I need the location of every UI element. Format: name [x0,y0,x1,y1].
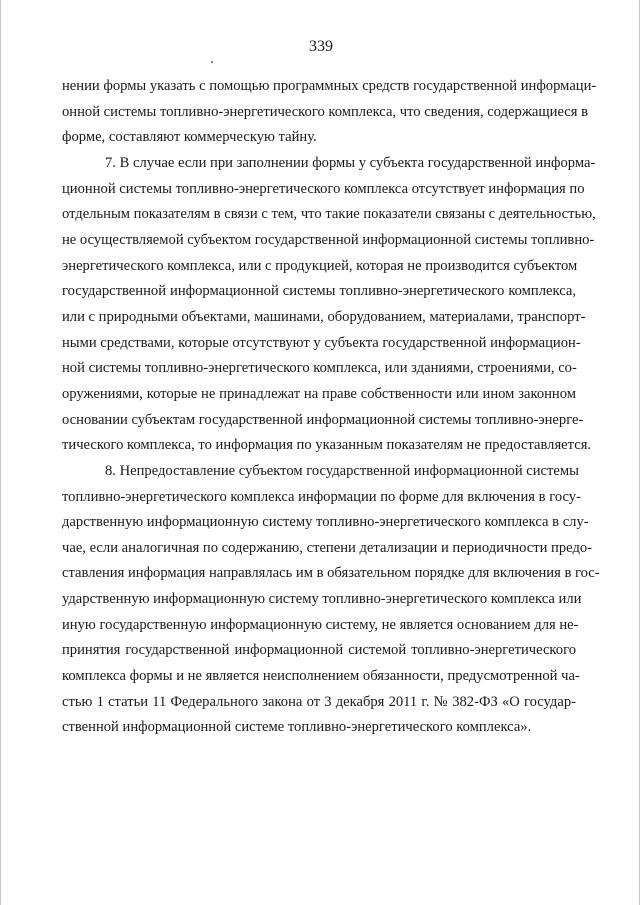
text-line: ной системы топливно-энергетического комплекса, или зданиями, строениями, со- [62,360,577,377]
text-line: оружениями, которые не принадлежат на праве собственности или ином законном [62,385,576,402]
text-line: стью 1 статьи 11 Федерального закона от 3 декабря 2011 г. № 382-ФЗ «О государ- [62,693,576,710]
scan-speck [211,61,213,63]
body-text [62,74,600,741]
text-line: ственной информационной системе топливно-энергетического комплекса». [62,719,532,736]
text-line: ционной системы топливно-энергетического комплекса отсутствует информация по [62,180,585,197]
text-line: не осуществляемой субъектом государственной информационной системы топливно- [62,231,595,248]
paragraph-continuation [62,74,597,151]
page-number: 339 [309,38,333,55]
paragraph-item-7 [62,151,596,459]
text-line: иную государственную информационную систему, не является основанием для не- [62,616,579,633]
text-line: форме, составляют коммерческую тайну. [62,129,317,146]
text-line: дарственную информационную систему топливно-энергетического комплекса в слу- [62,514,589,531]
text-line: комплекса формы и не является неисполнением обязанности, предусмотренной ча- [62,668,580,685]
paragraph-item-8 [62,459,600,741]
text-line: топливно-энергетического комплекса информации по форме для включения в госу- [62,488,581,505]
text-line: основании субъектам государственной информационной системы топливно-энерге- [62,411,584,428]
text-line: ударственную информационную систему топливно-энергетического комплекса или [62,591,582,608]
text-line: чае, если аналогичная по содержанию, степени детализации и периодичности предо- [62,539,593,556]
text-line: ными средствами, которые отсутствуют у субъекта государственной информацион- [62,334,581,351]
text-line: нении формы указать с помощью программных средств государственной информаци- [62,78,597,94]
text-line: ставления информация направлялась им в обязательном порядке для включения в гос- [62,565,600,582]
text-line: онной системы топливно-энергетического комплекса, что сведения, содержащиеся в [62,103,589,120]
text-line: отдельным показателям в связи с тем, что такие показатели связаны с деятельностью, [62,206,596,223]
text-line: или с природными объектами, машинами, оборудованием, материалами, транспорт- [62,308,586,325]
text-line: тического комплекса, то информация по указанным показателям не предоставляется. [62,437,592,454]
text-line: государственной информационной системы топливно-энергетического комплекса, [62,283,576,300]
text-line: энергетического комплекса, или с продукцией, которая не производится субъектом [62,257,578,274]
text-line: 7. В случае если при заполнении формы у субъекта государственной информа- [105,154,596,171]
text-line: принятия государственной информационной системой топливно-энергетического [62,642,576,659]
text-line: 8. Непредоставление субъектом государственной информационной системы [105,462,579,479]
